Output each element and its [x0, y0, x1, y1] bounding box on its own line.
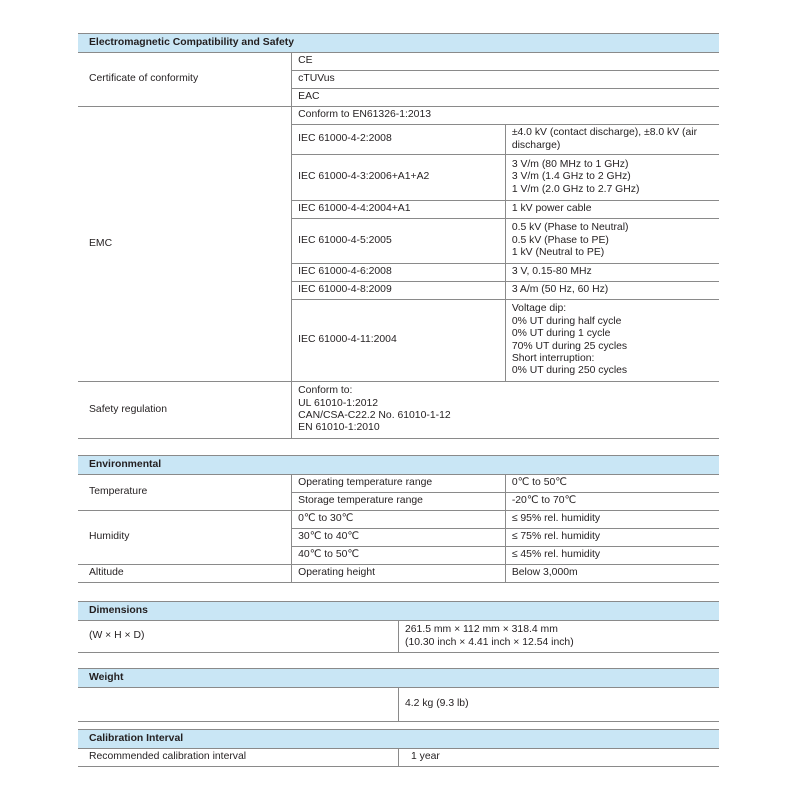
emc-val: 1 kV power cable: [505, 201, 719, 219]
safety-value: Conform to: UL 61010-1:2012 CAN/CSA-C22.2 No. 61010-1-12 EN 61010-1:2010: [292, 382, 719, 439]
hum-name: 40℃ to 50℃: [292, 547, 506, 565]
emc-std: IEC 61000-4-11:2004: [292, 300, 506, 382]
emc-std: IEC 61000-4-4:2004+A1: [292, 201, 506, 219]
emc-std: IEC 61000-4-8:2009: [292, 282, 506, 300]
altitude-label: Altitude: [78, 565, 292, 583]
calibration-value: 1 year: [399, 749, 720, 767]
cert-eac: EAC: [292, 89, 719, 107]
hum-name: 0℃ to 30℃: [292, 511, 506, 529]
section-header-weight: Weight: [78, 669, 719, 688]
cert-label: Certificate of conformity: [78, 53, 292, 107]
emc-conform: Conform to EN61326-1:2013: [292, 107, 719, 125]
emc-safety-table: [78, 33, 719, 439]
hum-val: ≤ 75% rel. humidity: [505, 529, 719, 547]
calibration-label: Recommended calibration interval: [78, 749, 399, 767]
altitude-val: Below 3,000m: [505, 565, 719, 583]
temp-name: Storage temperature range: [292, 493, 506, 511]
section-header-calibration: Calibration Interval: [78, 730, 719, 749]
emc-val: 3 V, 0.15-80 MHz: [505, 264, 719, 282]
emc-val: 3 V/m (80 MHz to 1 GHz) 3 V/m (1.4 GHz to 2 GHz) 1 V/m (2.0 GHz to 2.7 GHz): [505, 155, 719, 201]
emc-val: Voltage dip: 0% UT during half cycle 0% UT during 1 cycle 70% UT during 25 cycles Short interruption: 0% UT during 250 cycles: [505, 300, 719, 382]
hum-name: 30℃ to 40℃: [292, 529, 506, 547]
section-header-environmental: Environmental: [78, 456, 719, 475]
cert-ctuvus: cTUVus: [292, 71, 719, 89]
weight-value: 4.2 kg (9.3 lb): [399, 688, 720, 722]
emc-std: IEC 61000-4-6:2008: [292, 264, 506, 282]
temp-val: 0℃ to 50℃: [505, 475, 719, 493]
emc-std: IEC 61000-4-5:2005: [292, 219, 506, 264]
emc-val: 0.5 kV (Phase to Neutral) 0.5 kV (Phase to PE) 1 kV (Neutral to PE): [505, 219, 719, 264]
section-header-emc: Electromagnetic Compatibility and Safety: [78, 34, 719, 53]
dimensions-table: [78, 601, 719, 653]
emc-std: IEC 61000-4-2:2008: [292, 125, 506, 155]
environmental-table: [78, 455, 719, 583]
cert-ce: CE: [292, 53, 719, 71]
calibration-table: [78, 729, 719, 767]
emc-val: 3 A/m (50 Hz, 60 Hz): [505, 282, 719, 300]
weight-table: [78, 668, 719, 722]
dimensions-value: 261.5 mm × 112 mm × 318.4 mm (10.30 inch × 4.41 inch × 12.54 inch): [399, 621, 720, 653]
weight-label: [78, 688, 399, 722]
section-header-dimensions: Dimensions: [78, 602, 719, 621]
hum-val: ≤ 95% rel. humidity: [505, 511, 719, 529]
hum-val: ≤ 45% rel. humidity: [505, 547, 719, 565]
temperature-label: Temperature: [78, 475, 292, 511]
altitude-name: Operating height: [292, 565, 506, 583]
emc-label: EMC: [78, 107, 292, 382]
humidity-label: Humidity: [78, 511, 292, 565]
emc-std: IEC 61000-4-3:2006+A1+A2: [292, 155, 506, 201]
temp-val: -20℃ to 70℃: [505, 493, 719, 511]
safety-label: Safety regulation: [78, 382, 292, 439]
emc-val: ±4.0 kV (contact discharge), ±8.0 kV (air discharge): [505, 125, 719, 155]
dimensions-label: (W × H × D): [78, 621, 399, 653]
temp-name: Operating temperature range: [292, 475, 506, 493]
